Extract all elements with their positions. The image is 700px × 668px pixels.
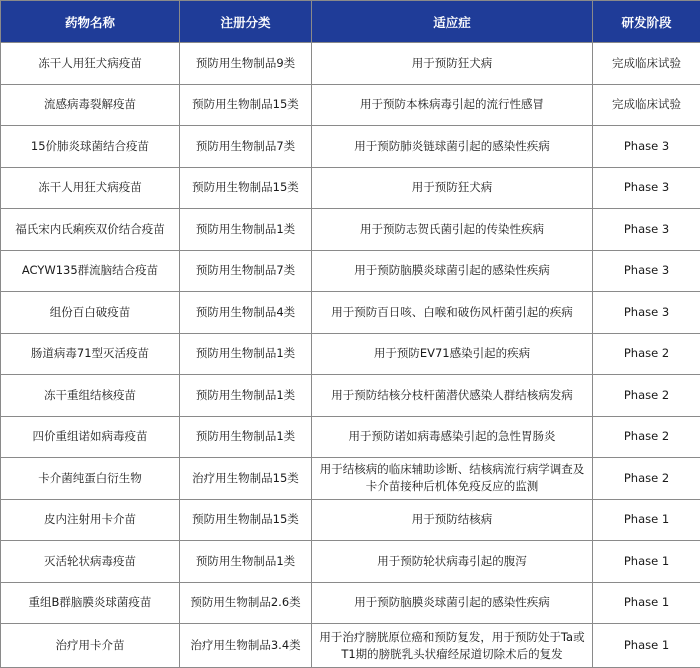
- table-row: [1, 250, 700, 292]
- cell-indication: 用于预防百日咳、白喉和破伤风杆菌引起的疾病: [312, 292, 593, 334]
- cell-drug-name: 卡介菌纯蛋白衍生物: [1, 458, 180, 500]
- cell-phase: Phase 3: [593, 167, 700, 209]
- cell-drug-name: 冻干重组结核疫苗: [1, 375, 180, 417]
- cell-drug-name: 流感病毒裂解疫苗: [1, 84, 180, 126]
- cell-drug-name: 组份百白破疫苗: [1, 292, 180, 334]
- cell-indication: 用于预防狂犬病: [312, 167, 593, 209]
- cell-indication: 用于预防轮状病毒引起的腹泻: [312, 541, 593, 583]
- cell-category: 预防用生物制品9类: [180, 43, 312, 85]
- cell-indication: 用于预防诺如病毒感染引起的急性胃肠炎: [312, 416, 593, 458]
- cell-phase: Phase 1: [593, 624, 700, 668]
- table-row: [1, 84, 700, 126]
- header-drug-name: 药物名称: [1, 1, 180, 43]
- header-indication: 适应症: [312, 1, 593, 43]
- cell-phase: Phase 2: [593, 458, 700, 500]
- cell-drug-name: 皮内注射用卡介苗: [1, 499, 180, 541]
- cell-phase: Phase 2: [593, 416, 700, 458]
- table-row: [1, 167, 700, 209]
- cell-indication: 用于预防本株病毒引起的流行性感冒: [312, 84, 593, 126]
- cell-drug-name: 治疗用卡介苗: [1, 624, 180, 668]
- cell-drug-name: 灭活轮状病毒疫苗: [1, 541, 180, 583]
- cell-drug-name: 冻干人用狂犬病疫苗: [1, 43, 180, 85]
- cell-phase: Phase 1: [593, 541, 700, 583]
- cell-category: 治疗用生物制品15类: [180, 458, 312, 500]
- cell-indication: 用于治疗膀胱原位癌和预防复发，用于预防处于Ta或T1期的膀胱乳头状瘤经尿道切除术后的复发: [312, 624, 593, 668]
- cell-category: 预防用生物制品1类: [180, 333, 312, 375]
- cell-phase: Phase 1: [593, 582, 700, 624]
- cell-category: 预防用生物制品15类: [180, 84, 312, 126]
- cell-category: 预防用生物制品15类: [180, 499, 312, 541]
- cell-drug-name: 冻干人用狂犬病疫苗: [1, 167, 180, 209]
- cell-drug-name: 重组B群脑膜炎球菌疫苗: [1, 582, 180, 624]
- table-row: [1, 292, 700, 334]
- cell-phase: 完成临床试验: [593, 84, 700, 126]
- cell-category: 预防用生物制品1类: [180, 416, 312, 458]
- table-row: [1, 43, 700, 85]
- cell-phase: Phase 3: [593, 209, 700, 251]
- header-row: [1, 1, 700, 43]
- table-row: [1, 582, 700, 624]
- cell-phase: Phase 2: [593, 333, 700, 375]
- table-row: [1, 416, 700, 458]
- cell-drug-name: 福氏宋内氏痢疾双价结合疫苗: [1, 209, 180, 251]
- cell-indication: 用于预防肺炎链球菌引起的感染性疾病: [312, 126, 593, 168]
- cell-category: 治疗用生物制品3.4类: [180, 624, 312, 668]
- table-row: [1, 126, 700, 168]
- header-registration-category: 注册分类: [180, 1, 312, 43]
- table-header: [1, 1, 700, 43]
- cell-category: 预防用生物制品1类: [180, 541, 312, 583]
- cell-phase: Phase 3: [593, 292, 700, 334]
- cell-indication: 用于预防结核病: [312, 499, 593, 541]
- cell-indication: 用于预防脑膜炎球菌引起的感染性疾病: [312, 250, 593, 292]
- table-row: [1, 209, 700, 251]
- cell-phase: 完成临床试验: [593, 43, 700, 85]
- cell-category: 预防用生物制品1类: [180, 375, 312, 417]
- table-row: [1, 541, 700, 583]
- cell-phase: Phase 2: [593, 375, 700, 417]
- table-row: [1, 499, 700, 541]
- cell-category: 预防用生物制品7类: [180, 250, 312, 292]
- cell-phase: Phase 3: [593, 250, 700, 292]
- cell-category: 预防用生物制品1类: [180, 209, 312, 251]
- cell-drug-name: 15价肺炎球菌结合疫苗: [1, 126, 180, 168]
- table-row: [1, 624, 700, 668]
- table-row: [1, 458, 700, 500]
- cell-indication: 用于结核病的临床辅助诊断、结核病流行病学调查及卡介苗接种后机体免疫反应的监测: [312, 458, 593, 500]
- cell-indication: 用于预防结核分枝杆菌潜伏感染人群结核病发病: [312, 375, 593, 417]
- table-body: [1, 43, 700, 668]
- cell-drug-name: ACYW135群流脑结合疫苗: [1, 250, 180, 292]
- cell-indication: 用于预防脑膜炎球菌引起的感染性疾病: [312, 582, 593, 624]
- header-development-phase: 研发阶段: [593, 1, 700, 43]
- cell-category: 预防用生物制品15类: [180, 167, 312, 209]
- cell-drug-name: 四价重组诺如病毒疫苗: [1, 416, 180, 458]
- cell-indication: 用于预防EV71感染引起的疾病: [312, 333, 593, 375]
- cell-drug-name: 肠道病毒71型灭活疫苗: [1, 333, 180, 375]
- cell-indication: 用于预防狂犬病: [312, 43, 593, 85]
- table-row: [1, 333, 700, 375]
- cell-indication: 用于预防志贺氏菌引起的传染性疾病: [312, 209, 593, 251]
- table-row: [1, 375, 700, 417]
- cell-category: 预防用生物制品7类: [180, 126, 312, 168]
- cell-category: 预防用生物制品4类: [180, 292, 312, 334]
- cell-category: 预防用生物制品2.6类: [180, 582, 312, 624]
- cell-phase: Phase 3: [593, 126, 700, 168]
- cell-phase: Phase 1: [593, 499, 700, 541]
